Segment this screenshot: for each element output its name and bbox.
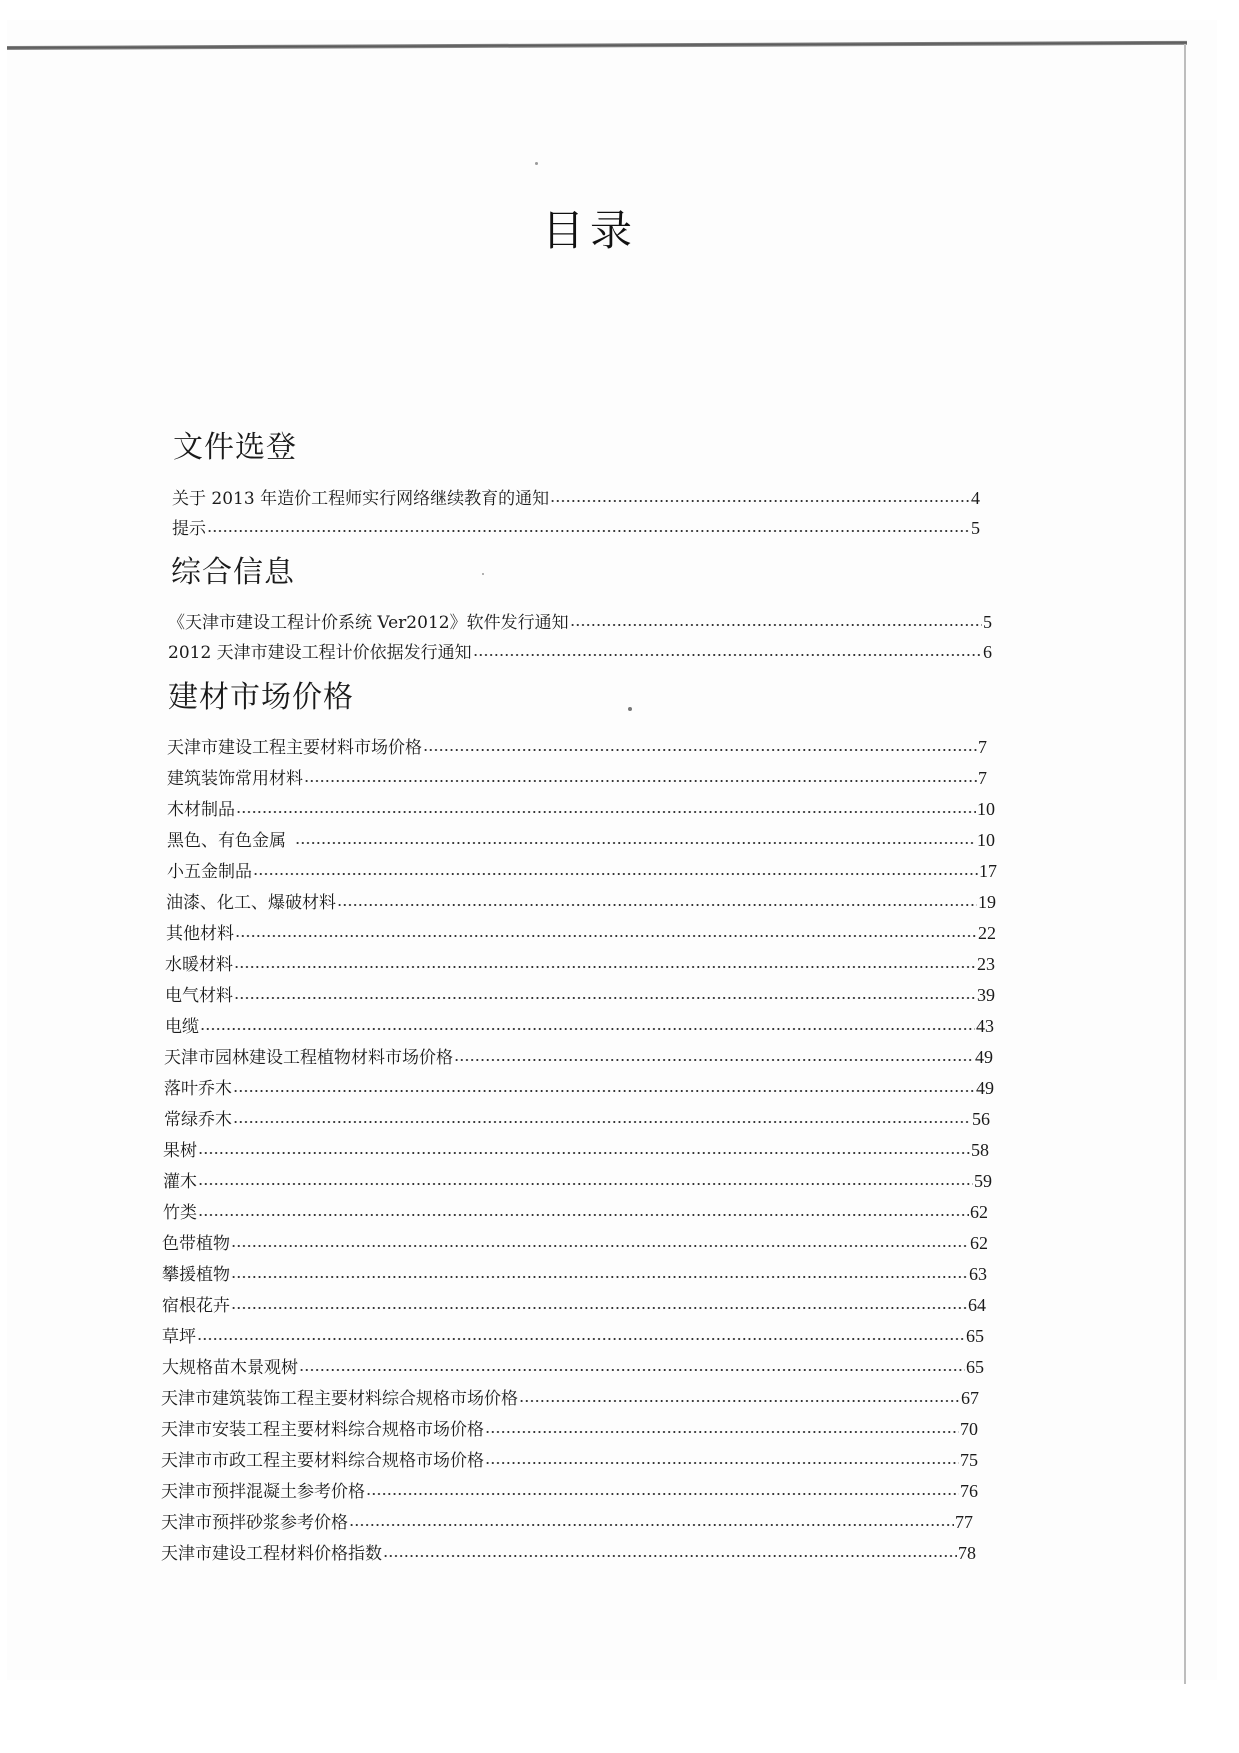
toc-entry[interactable] <box>162 1353 984 1379</box>
toc-entry[interactable] <box>161 1384 979 1410</box>
entry-title: 电缆 <box>165 1017 199 1037</box>
entry-title: 色带植物 <box>162 1234 230 1254</box>
entry-page-number: 76 <box>960 1481 978 1501</box>
entry-page-number: 59 <box>974 1171 992 1191</box>
dot-leader <box>454 1043 974 1063</box>
entry-page-number: 77 <box>955 1512 973 1532</box>
toc-entry[interactable] <box>163 1136 989 1162</box>
section-heading: 综合信息 <box>171 555 295 590</box>
dot-leader <box>550 484 970 504</box>
entry-page-number: 5 <box>983 612 992 632</box>
entry-page-number: 5 <box>971 518 980 538</box>
toc-entry[interactable] <box>172 484 980 510</box>
toc-entry[interactable] <box>161 1477 978 1503</box>
section-heading: 文件选登 <box>173 430 297 465</box>
toc-entry[interactable] <box>167 795 995 821</box>
entry-page-number: 19 <box>978 892 996 912</box>
dot-leader <box>299 1353 965 1373</box>
entry-title: 大规格苗木景观树 <box>162 1358 298 1378</box>
entry-page-number: 10 <box>977 799 995 819</box>
toc-entry[interactable] <box>161 1508 973 1534</box>
entry-page-number: 43 <box>976 1016 994 1036</box>
entry-page-number: 65 <box>966 1326 984 1346</box>
dot-leader <box>349 1508 954 1528</box>
dot-leader <box>231 1291 967 1311</box>
toc-entry[interactable] <box>166 919 996 945</box>
entry-title: 天津市建设工程主要材料市场价格 <box>167 738 422 758</box>
toc-entry[interactable] <box>167 733 987 759</box>
toc-entry[interactable] <box>161 1446 978 1472</box>
toc-entry[interactable] <box>165 950 995 976</box>
entry-title: 常绿乔木 <box>164 1110 232 1130</box>
entry-page-number: 10 <box>977 830 995 850</box>
entry-title: 天津市建筑装饰工程主要材料综合规格市场价格 <box>161 1389 518 1409</box>
entry-page-number: 63 <box>969 1264 987 1284</box>
entry-page-number: 7 <box>978 737 987 757</box>
toc-entry[interactable] <box>162 1260 987 1286</box>
dot-leader <box>234 981 976 1001</box>
entry-title: 天津市安装工程主要材料综合规格市场价格 <box>161 1420 484 1440</box>
section-heading: 建材市场价格 <box>168 680 354 715</box>
entry-page-number: 64 <box>968 1295 986 1315</box>
entry-page-number: 62 <box>970 1233 988 1253</box>
entry-title: 《天津市建设工程计价系统 Ver2012》软件发行通知 <box>168 613 569 633</box>
page-title: 目录 <box>541 206 638 255</box>
dot-leader <box>366 1477 959 1497</box>
toc-entry[interactable] <box>163 1167 992 1193</box>
entry-title: 小五金制品 <box>167 862 252 882</box>
entry-title: 天津市市政工程主要材料综合规格市场价格 <box>161 1451 484 1471</box>
dot-leader <box>485 1415 959 1435</box>
entry-title: 关于 2013 年造价工程师实行网络继续教育的通知 <box>172 489 550 509</box>
dot-leader <box>234 950 976 970</box>
toc-entry[interactable] <box>165 1012 994 1038</box>
toc-entry[interactable] <box>161 1539 976 1565</box>
dot-leader <box>485 1446 959 1466</box>
entry-page-number: 23 <box>977 954 995 974</box>
dot-leader <box>236 795 976 815</box>
entry-title: 草坪 <box>162 1327 196 1347</box>
dot-leader <box>231 1260 968 1280</box>
dot-leader <box>295 826 976 846</box>
dot-leader <box>233 1105 971 1125</box>
entry-page-number: 65 <box>966 1357 984 1377</box>
entry-page-number: 49 <box>975 1047 993 1067</box>
dot-leader <box>570 608 982 628</box>
toc-entry[interactable] <box>162 1291 986 1317</box>
dot-leader <box>198 1198 969 1218</box>
dot-leader <box>383 1539 957 1559</box>
dot-leader <box>198 1136 970 1156</box>
entry-title: 提示 <box>172 519 206 539</box>
entry-page-number: 56 <box>972 1109 990 1129</box>
dot-leader <box>304 764 977 784</box>
toc-entry[interactable] <box>167 857 997 883</box>
dot-leader <box>207 514 970 534</box>
entry-title: 灌木 <box>163 1172 197 1192</box>
dot-leader <box>337 888 977 908</box>
dot-leader <box>235 919 977 939</box>
toc-entry[interactable] <box>164 1074 994 1100</box>
entry-page-number: 70 <box>960 1419 978 1439</box>
entry-title: 攀援植物 <box>162 1265 230 1285</box>
entry-title: 天津市园林建设工程植物材料市场价格 <box>164 1048 453 1068</box>
entry-title: 建筑装饰常用材料 <box>167 769 303 789</box>
entry-title: 油漆、化工、爆破材料 <box>166 893 336 913</box>
dot-leader <box>519 1384 960 1404</box>
toc-entry[interactable] <box>168 608 992 634</box>
toc-entry[interactable] <box>163 1198 988 1224</box>
dot-leader <box>197 1322 965 1342</box>
dot-leader <box>198 1167 973 1187</box>
toc-entry[interactable] <box>161 1415 978 1441</box>
dot-leader <box>231 1229 969 1249</box>
toc-entry[interactable] <box>166 888 996 914</box>
entry-title: 黑色、有色金属 <box>167 831 286 851</box>
entry-page-number: 6 <box>983 642 992 662</box>
entry-title: 天津市建设工程材料价格指数 <box>161 1544 382 1564</box>
entry-title: 天津市预拌混凝土参考价格 <box>161 1482 365 1502</box>
toc-entry[interactable] <box>164 1105 990 1131</box>
toc-entry[interactable] <box>168 638 992 664</box>
entry-title: 天津市预拌砂浆参考价格 <box>161 1513 348 1533</box>
dot-leader <box>473 638 982 658</box>
entry-title: 水暖材料 <box>165 955 233 975</box>
entry-title: 竹类 <box>163 1203 197 1223</box>
entry-page-number: 67 <box>961 1388 979 1408</box>
entry-page-number: 78 <box>958 1543 976 1563</box>
entry-page-number: 17 <box>979 861 997 881</box>
dot-leader <box>423 733 977 753</box>
entry-page-number: 49 <box>976 1078 994 1098</box>
entry-title: 电气材料 <box>165 986 233 1006</box>
toc-entry[interactable] <box>165 981 995 1007</box>
entry-page-number: 62 <box>970 1202 988 1222</box>
toc-entry[interactable] <box>162 1322 984 1348</box>
entry-title: 2012 天津市建设工程计价依据发行通知 <box>168 643 472 663</box>
entry-page-number: 39 <box>977 985 995 1005</box>
dot-leader <box>253 857 978 877</box>
dot-leader <box>200 1012 975 1032</box>
toc-entry[interactable] <box>162 1229 988 1255</box>
entry-page-number: 58 <box>971 1140 989 1160</box>
toc-entry[interactable] <box>164 1043 993 1069</box>
toc-entry[interactable] <box>167 826 995 852</box>
dot-leader <box>233 1074 975 1094</box>
toc-entry[interactable] <box>167 764 987 790</box>
entry-page-number: 7 <box>978 768 987 788</box>
toc-entry[interactable] <box>172 514 980 540</box>
entry-title: 木材制品 <box>167 800 235 820</box>
entry-title: 落叶乔木 <box>164 1079 232 1099</box>
entry-title: 宿根花卉 <box>162 1296 230 1316</box>
entry-page-number: 75 <box>960 1450 978 1470</box>
entry-page-number: 4 <box>971 488 980 508</box>
entry-title: 其他材料 <box>166 924 234 944</box>
entry-page-number: 22 <box>978 923 996 943</box>
entry-title: 果树 <box>163 1141 197 1161</box>
